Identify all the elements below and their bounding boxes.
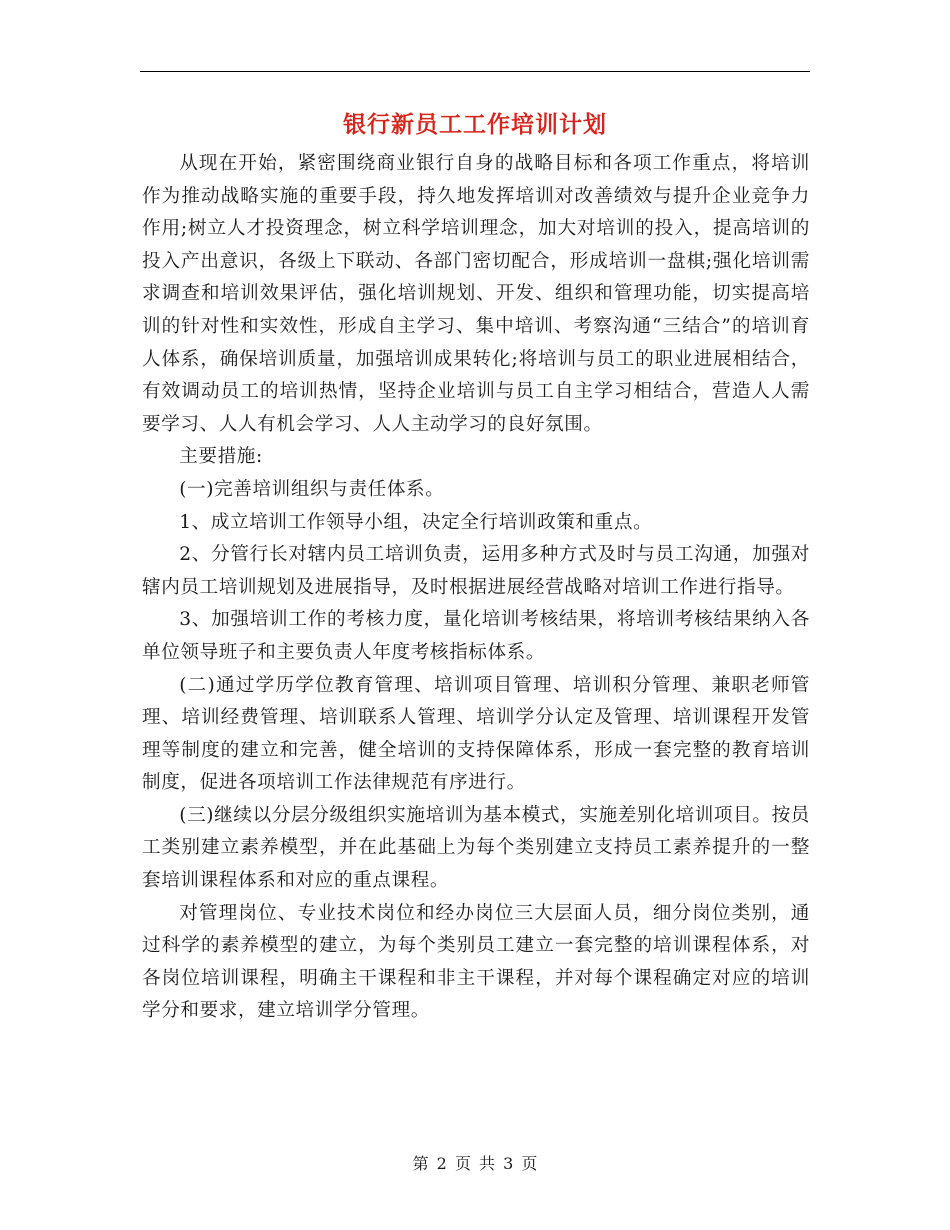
paragraph-item-1: 1、成立培训工作领导小组，决定全行培训政策和重点。 (179, 511, 653, 533)
paragraph-item-3: 3、加强培训工作的考核力度，量化培训考核结果，将培训考核结果纳入各单位领导班子和主要负责人年度考核指标体系。 (142, 609, 810, 663)
paragraph-main-measures-heading: 主要措施: (179, 446, 263, 468)
document-title: 银行新员工工作培训计划 (343, 112, 607, 138)
paragraph-item-2: 2、分管行长对辖内员工培训负责，运用多种方式及时与员工沟通，加强对辖内员工培训规划及进展指导，及时根据进展经营战略对培训工作进行指导。 (142, 544, 810, 598)
document-body (142, 148, 810, 1028)
paragraph-section-1-heading: (一)完善培训组织与责任体系。 (179, 478, 445, 500)
paragraph-intro: 从现在开始，紧密围绕商业银行自身的战略目标和各项工作重点，将培训作为推动战略实施的重要手段，持久地发挥培训对改善绩效与提升企业竞争力作用;树立人才投资理念，树立科学培训理念，加大对培训的投入，提高培训的投入产出意识，各级上下联动、各部门密切配合，形成培训一盘棋;强化培训需求调查和培训效果评估，强化培训规划、开发、组织和管理功能，切实提高培训的针对性和实效性，形成自主学习、集中培训、考察沟通“三结合”的培训育人体系，确保培训质量，加强培训成果转化;将培训与员工的职业进展相结合，有效调动员工的培训热情，坚持企业培训与员工自主学习相结合，营造人人需要学习、人人有机会学习、人人主动学习的良好氛围。 (142, 153, 810, 435)
page-indicator: 第 2 页 共 3 页 (412, 1154, 538, 1173)
paragraph-section-3: (三)继续以分层分级组织实施培训为基本模式，实施差别化培训项目。按员工类别建立素养模型，并在此基础上为每个类别建立支持员工素养提升的一整套培训课程体系和对应的重点课程。 (142, 804, 810, 892)
header-rule (140, 71, 810, 72)
paragraph-section-2: (二)通过学历学位教育管理、培训项目管理、培训积分管理、兼职老师管理、培训经费管理、培训联系人管理、培训学分认定及管理、培训课程开发管理等制度的建立和完善，健全培训的支持保障体系，形成一套完整的教育培训制度，促进各项培训工作法律规范有序进行。 (142, 674, 810, 794)
paragraph-job-categories: 对管理岗位、专业技术岗位和经办岗位三大层面人员，细分岗位类别，通过科学的素养模型的建立，为每个类别员工建立一套完整的培训课程体系，对各岗位培训课程，明确主干课程和非主干课程，并对每个课程确定对应的培训学分和要求，建立培训学分管理。 (142, 902, 810, 1022)
